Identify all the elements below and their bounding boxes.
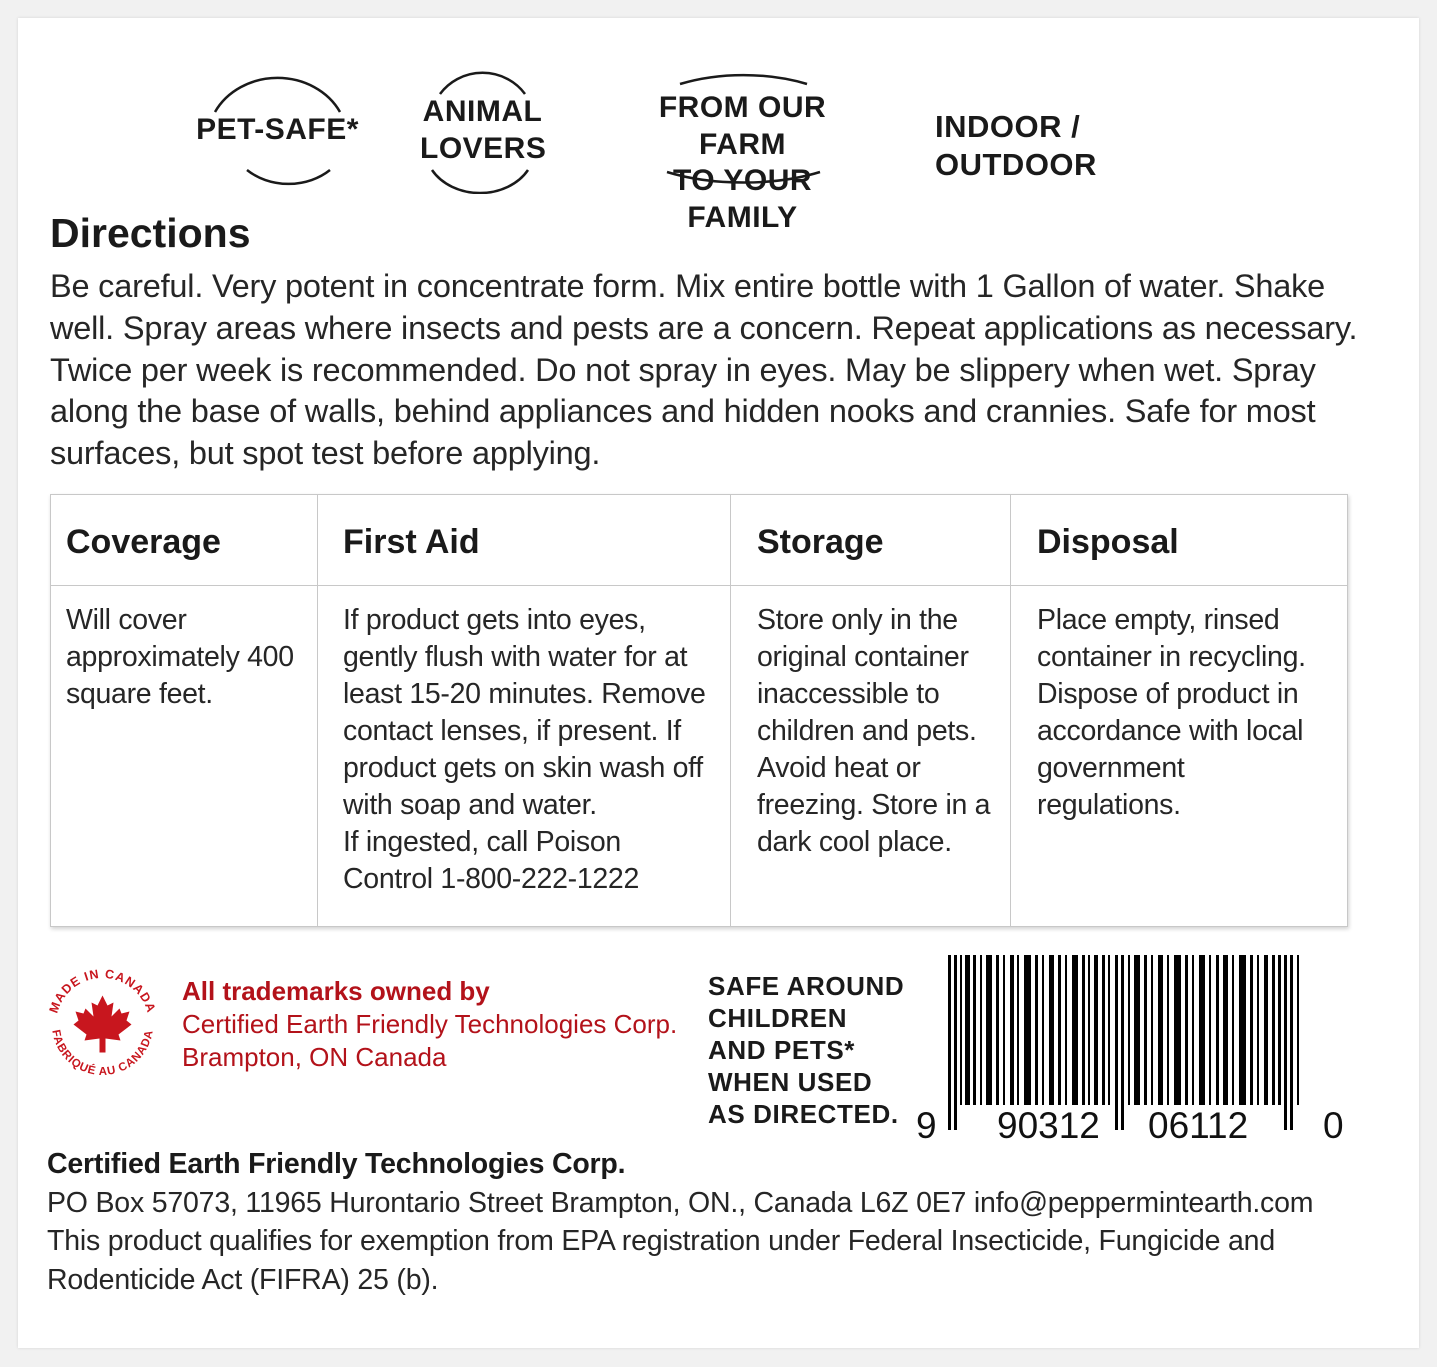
barcode-bar <box>1094 955 1098 1105</box>
trademark-location: Brampton, ON Canada <box>182 1042 447 1072</box>
barcode-bar <box>1121 955 1124 1130</box>
barcode-group-left: 90312 <box>997 1105 1100 1146</box>
seal-top-text: MADE IN CANADA <box>46 966 159 1015</box>
trademark-block <box>182 975 677 1074</box>
barcode-bar <box>1297 955 1299 1105</box>
barcode-bar <box>1192 955 1194 1105</box>
storage-cell: Store only in the original container inaccessible to children and pets. Avoid heat or freezing. Store in a dark cool place. <box>731 586 1011 927</box>
indoor-outdoor-text: INDOOR / OUTDOOR <box>935 109 1097 182</box>
barcode-bar <box>1042 955 1044 1105</box>
barcode-bar <box>1108 955 1110 1105</box>
trademark-title: All trademarks owned by <box>182 976 490 1006</box>
footer-address: PO Box 57073, 11965 Hurontario Street Brampton, ON., Canada L6Z 0E7 info@peppermintearth.com <box>47 1186 1314 1219</box>
disposal-cell: Place empty, rinsed container in recycling. Dispose of product in accordance with local government regulations. <box>1011 586 1348 927</box>
barcode-bar <box>1216 955 1219 1105</box>
first-aid-cell <box>318 586 731 927</box>
barcode-bar <box>1115 955 1118 1130</box>
seal-bottom-text: FABRIQUÉ AU CANADA <box>49 1028 156 1079</box>
barcode-bar <box>986 955 992 1105</box>
barcode-bar <box>1134 955 1140 1105</box>
animal-lovers-line2: LOVERS <box>420 131 547 165</box>
animal-lovers-line1: ANIMAL <box>422 95 543 128</box>
safe-line: AND PETS* <box>708 1035 855 1065</box>
barcode-bar <box>1257 955 1259 1105</box>
barcode-bar <box>1144 955 1147 1105</box>
coverage-cell: Will cover approximately 400 square feet. <box>51 586 318 927</box>
safe-line: AS DIRECTED. <box>708 1099 899 1129</box>
safe-notice <box>708 970 904 1130</box>
barcode-bar <box>948 955 951 1130</box>
info-table <box>50 494 1348 927</box>
trademark-company: Certified Earth Friendly Technologies Corp. <box>182 1009 678 1039</box>
barcode-bar <box>1058 955 1061 1105</box>
barcode-bar <box>1003 955 1005 1105</box>
barcode-group-right: 06112 <box>1148 1105 1249 1146</box>
safe-line: CHILDREN <box>708 1003 848 1033</box>
barcode-bar <box>1158 955 1163 1105</box>
pet-safe-text: PET-SAFE* <box>196 113 359 146</box>
barcode-bar <box>1049 955 1054 1105</box>
header-first-aid: First Aid <box>318 495 731 586</box>
barcode-bar <box>1128 955 1130 1105</box>
barcode-digit-right: 0 <box>1323 1105 1344 1146</box>
barcode-bar <box>996 955 999 1105</box>
barcode-bar <box>1102 955 1105 1105</box>
table-header-row <box>51 495 1348 586</box>
header-storage: Storage <box>731 495 1011 586</box>
barcode-bar <box>1290 955 1293 1130</box>
footer-epa-notice: This product qualifies for exemption from EPA registration under Federal Insecticide, Fungicide and Rodenticide Act (FIFRA) 25 (b). <box>47 1225 1275 1296</box>
indoor-outdoor-badge <box>935 108 1235 182</box>
barcode-bar <box>1239 955 1246 1105</box>
directions-title: Directions <box>50 210 251 256</box>
animal-lovers-badge <box>420 66 545 194</box>
farm-family-badge <box>615 66 870 234</box>
barcode-bars <box>912 955 1352 1130</box>
barcode-bar <box>1151 955 1153 1105</box>
farm-family-line1: FROM OUR FARM <box>658 91 827 161</box>
first-aid-text: If product gets into eyes, gently flush with water for at least 15-20 minutes. Remove contact lenses, if present. If product gets on skin wash off with soap and water. <box>343 604 706 821</box>
barcode-bar <box>1010 955 1014 1105</box>
barcode-bar <box>1250 955 1253 1105</box>
barcode-bar <box>1072 955 1078 1105</box>
barcode-bar <box>1024 955 1031 1105</box>
barcode-bar <box>1264 955 1268 1105</box>
barcode-bar <box>1232 955 1234 1105</box>
barcode-bar <box>1284 955 1287 1130</box>
barcode-bar <box>1035 955 1038 1105</box>
made-in-canada-seal <box>40 962 165 1087</box>
barcode-bar <box>1017 955 1019 1105</box>
safe-line: WHEN USED <box>708 1067 873 1097</box>
barcode-bar <box>1278 955 1281 1105</box>
barcode-bar <box>1199 955 1205 1105</box>
barcode-bar <box>1167 955 1169 1105</box>
directions-body: Be careful. Very potent in concentrate form. Mix entire bottle with 1 Gallon of water. Shake well. Spray areas where insects and pests are a concern. Repeat applications as necessary. Twice per week is recommended. Do not spray in eyes. May be slippery when wet. Spray along the base of walls, behind appliances and hidden nooks and crannies. Safe for most surfaces, but spot test before applying. <box>50 268 1358 472</box>
barcode-bar <box>1185 955 1188 1105</box>
header-disposal: Disposal <box>1011 495 1348 586</box>
barcode-bar <box>1209 955 1211 1105</box>
barcode-bar <box>973 955 976 1105</box>
barcode-bar <box>1082 955 1085 1105</box>
farm-family-line2: TO YOUR FAMILY <box>672 164 813 234</box>
barcode-bar <box>1065 955 1067 1105</box>
barcode-bar <box>1223 955 1228 1105</box>
barcode-bar <box>954 955 957 1130</box>
barcode-bar <box>980 955 982 1105</box>
footer-company: Certified Earth Friendly Technologies Corp. <box>47 1148 626 1180</box>
table-row <box>51 586 1348 927</box>
footer <box>47 1145 1387 1299</box>
safe-line: SAFE AROUND <box>708 971 905 1001</box>
barcode-bar <box>1174 955 1181 1105</box>
pet-safe-badge <box>195 66 360 194</box>
barcode-bar <box>965 955 970 1105</box>
barcode-digit-left: 9 <box>916 1105 937 1146</box>
barcode-bar <box>1088 955 1090 1105</box>
header-coverage: Coverage <box>51 495 318 586</box>
barcode-bar <box>1272 955 1275 1105</box>
barcode-bar <box>960 955 962 1105</box>
first-aid-ingested-text: If ingested, call Poison Control 1-800-222-1222 <box>343 826 640 895</box>
barcode <box>912 955 1352 1150</box>
maple-leaf-icon <box>74 996 132 1053</box>
